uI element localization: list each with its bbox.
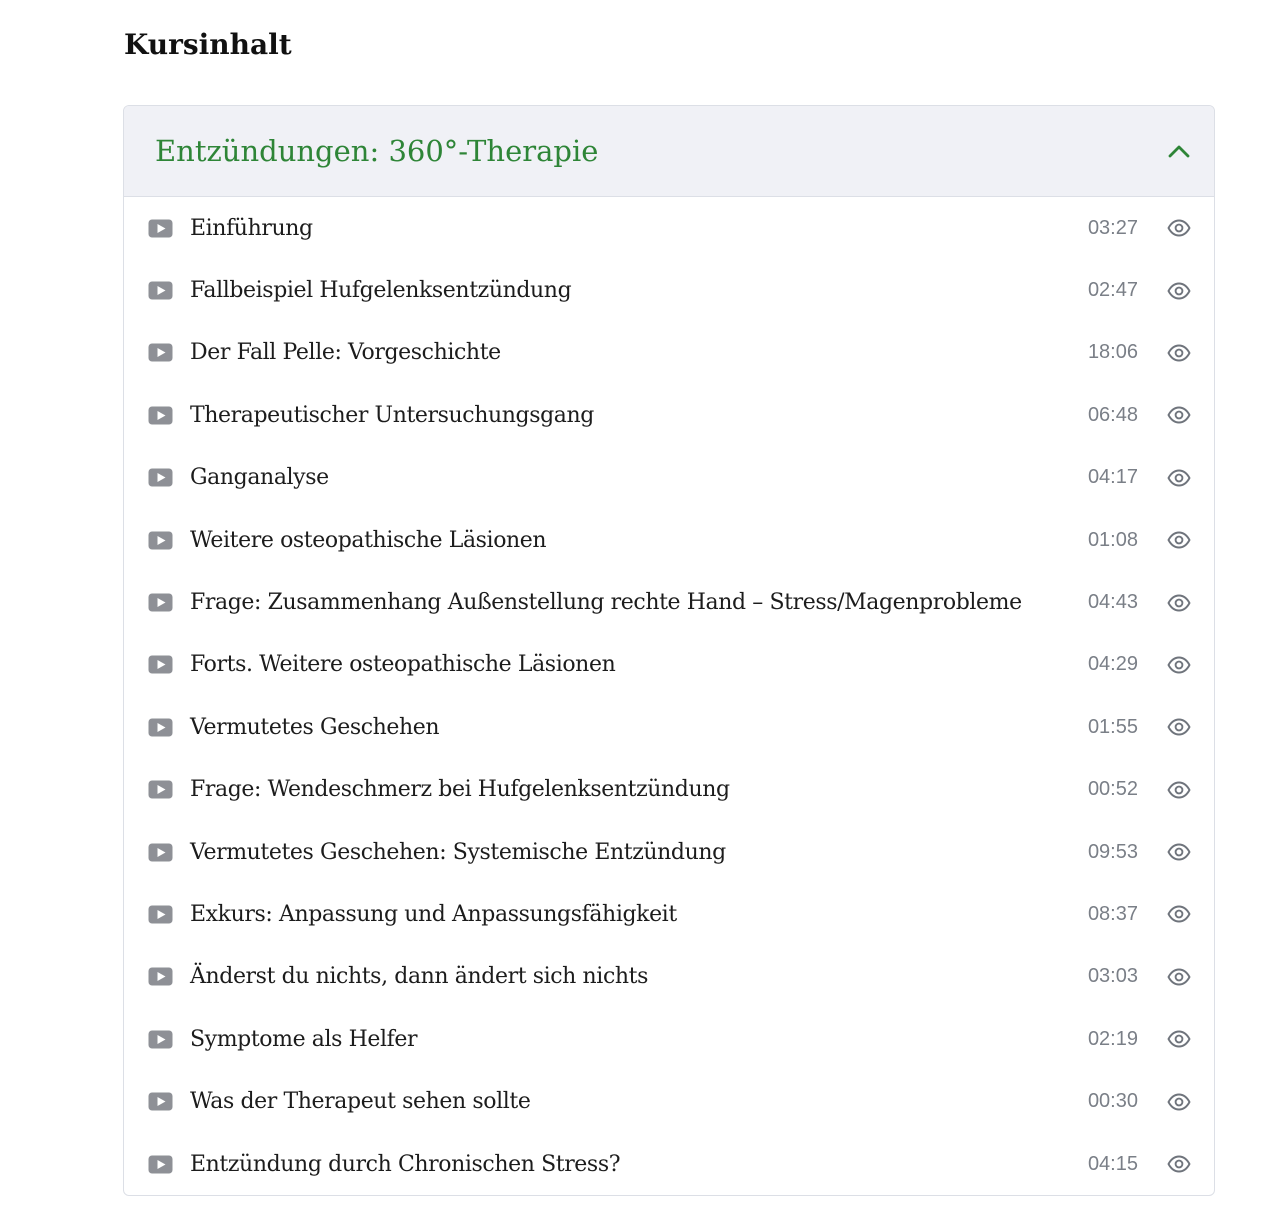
lesson-item[interactable] [124,384,1214,446]
page-title: Kursinhalt [124,28,292,61]
chevron-up-icon[interactable] [1166,138,1192,164]
play-video-icon [147,1092,173,1112]
lesson-duration: 08:37 [1087,902,1138,925]
play-video-icon [147,1029,173,1049]
eye-icon[interactable] [1166,402,1192,428]
lesson-item[interactable] [124,696,1214,758]
play-video-icon [147,967,173,987]
course-content-panel [123,105,1215,1196]
lesson-title[interactable]: Vermutetes Geschehen [190,714,440,740]
lesson-title[interactable]: Vermutetes Geschehen: Systemische Entzündung [190,839,726,865]
lesson-duration: 06:48 [1087,403,1138,426]
lesson-duration: 03:03 [1087,965,1138,988]
lesson-title[interactable]: Forts. Weitere osteopathische Läsionen [190,652,616,678]
lesson-item[interactable] [124,1133,1214,1195]
lesson-duration: 04:43 [1087,591,1138,614]
lesson-item[interactable] [124,1008,1214,1070]
play-video-icon [147,842,173,862]
play-video-icon [147,405,173,425]
lesson-item[interactable] [124,447,1214,509]
eye-icon[interactable] [1166,278,1192,304]
lesson-title[interactable]: Frage: Wendeschmerz bei Hufgelenksentzündung [190,777,730,803]
lesson-title[interactable]: Frage: Zusammenhang Außenstellung rechte Hand – Stress/Magenprobleme [190,590,1022,616]
lesson-title[interactable]: Einführung [190,215,313,241]
lesson-duration: 18:06 [1087,341,1138,364]
lesson-title[interactable]: Therapeutischer Untersuchungsgang [190,402,594,428]
play-video-icon [147,281,173,301]
lesson-duration: 01:55 [1087,715,1138,738]
lesson-title[interactable]: Exkurs: Anpassung und Anpassungsfähigkeit [190,901,677,927]
play-video-icon [147,655,173,675]
lesson-item[interactable] [124,509,1214,571]
eye-icon[interactable] [1166,1026,1192,1052]
lesson-item[interactable] [124,883,1214,945]
lesson-duration: 04:29 [1087,653,1138,676]
eye-icon[interactable] [1166,527,1192,553]
play-video-icon [147,904,173,924]
eye-icon[interactable] [1166,714,1192,740]
play-video-icon [147,780,173,800]
eye-icon[interactable] [1166,340,1192,366]
play-video-icon [147,468,173,488]
lesson-title[interactable]: Entzündung durch Chronischen Stress? [190,1151,621,1177]
lesson-duration: 03:27 [1087,216,1138,239]
lesson-duration: 01:08 [1087,528,1138,551]
lesson-title[interactable]: Weitere osteopathische Läsionen [190,527,547,553]
play-video-icon [147,593,173,613]
lesson-item[interactable] [124,571,1214,633]
section-header[interactable] [124,106,1214,197]
lesson-item[interactable] [124,759,1214,821]
eye-icon[interactable] [1166,1151,1192,1177]
eye-icon[interactable] [1166,465,1192,491]
lesson-item[interactable] [124,946,1214,1008]
lesson-duration: 02:47 [1087,279,1138,302]
play-video-icon [147,218,173,238]
lesson-title[interactable]: Was der Therapeut sehen sollte [190,1089,531,1115]
eye-icon[interactable] [1166,590,1192,616]
lesson-item[interactable] [124,322,1214,384]
play-video-icon [147,530,173,550]
lesson-title[interactable]: Fallbeispiel Hufgelenksentzündung [190,278,572,304]
eye-icon[interactable] [1166,839,1192,865]
lesson-list [124,197,1214,1195]
lesson-item[interactable] [124,197,1214,259]
lesson-duration: 09:53 [1087,840,1138,863]
lesson-item[interactable] [124,259,1214,321]
lesson-item[interactable] [124,1070,1214,1132]
eye-icon[interactable] [1166,901,1192,927]
lesson-duration: 00:52 [1087,778,1138,801]
eye-icon[interactable] [1166,777,1192,803]
eye-icon[interactable] [1166,1089,1192,1115]
play-video-icon [147,343,173,363]
lesson-title[interactable]: Ganganalyse [190,465,329,491]
lesson-duration: 04:17 [1087,466,1138,489]
lesson-title[interactable]: Änderst du nichts, dann ändert sich nichts [190,964,648,990]
play-video-icon [147,1154,173,1174]
lesson-duration: 02:19 [1087,1027,1138,1050]
lesson-title[interactable]: Der Fall Pelle: Vorgeschichte [190,340,501,366]
lesson-title[interactable]: Symptome als Helfer [190,1026,418,1052]
eye-icon[interactable] [1166,652,1192,678]
lesson-item[interactable] [124,821,1214,883]
play-video-icon [147,717,173,737]
lesson-item[interactable] [124,634,1214,696]
eye-icon[interactable] [1166,964,1192,990]
lesson-duration: 04:15 [1087,1152,1138,1175]
lesson-duration: 00:30 [1087,1090,1138,1113]
section-title: Entzündungen: 360°-Therapie [155,134,599,168]
eye-icon[interactable] [1166,215,1192,241]
